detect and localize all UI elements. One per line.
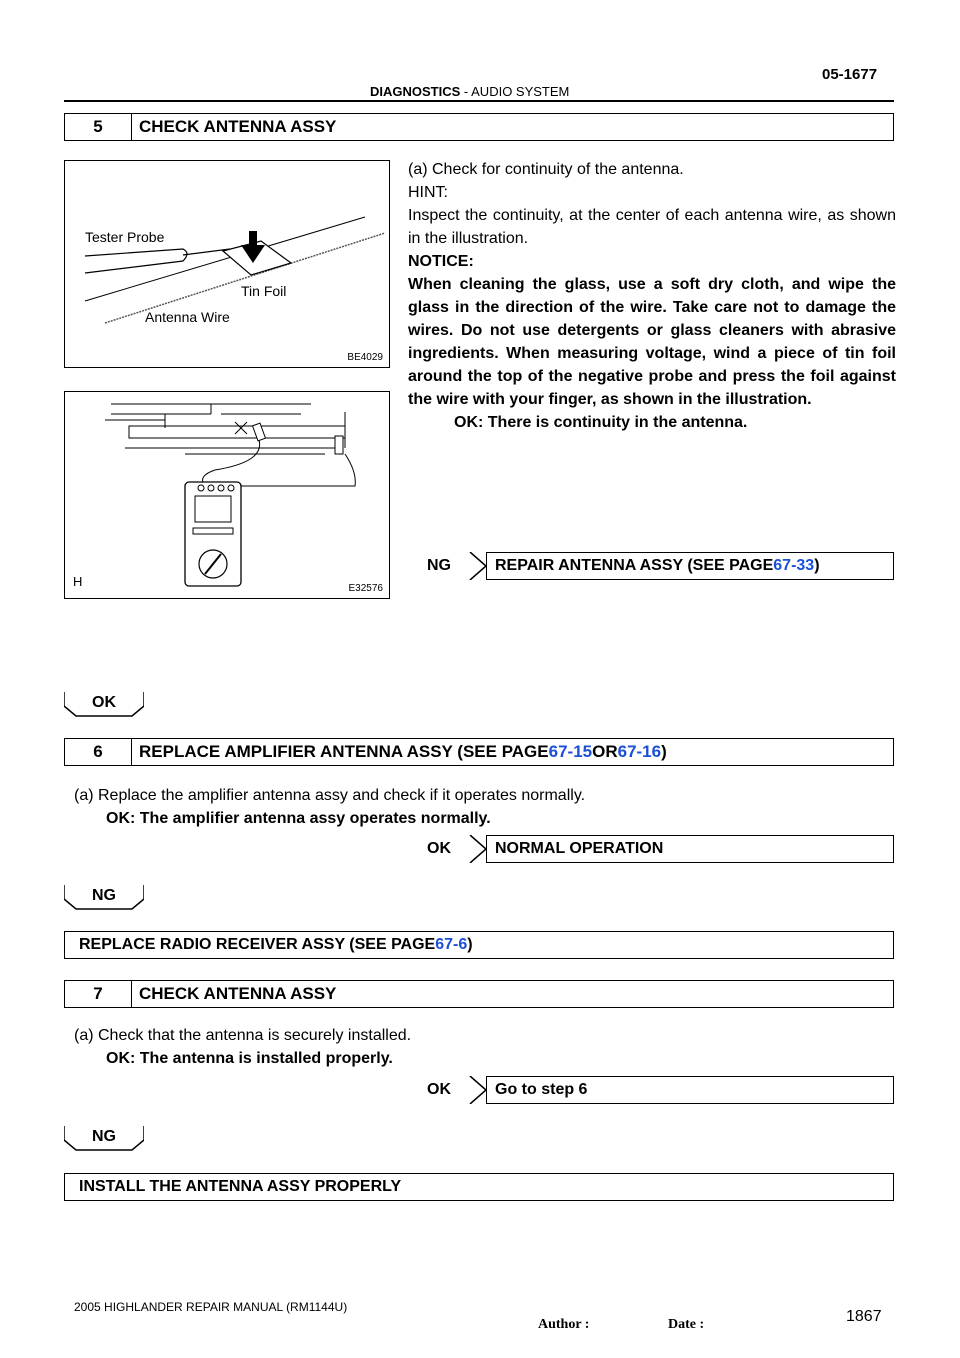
- step-5-line-a: (a) Check for continuity of the antenna.: [408, 161, 684, 178]
- step-7-line-a: (a) Check that the antenna is securely installed.: [74, 1027, 412, 1044]
- label-tin-foil: Tin Foil: [241, 283, 287, 299]
- probe-body: [85, 249, 187, 273]
- step-7-box: [64, 980, 894, 1008]
- figure-ohmmeter: [64, 391, 390, 599]
- replace-radio-box: REPLACE RADIO RECEIVER ASSY (SEE PAGE 67-6 ): [64, 931, 894, 959]
- ok-action-box: Go to step 6: [486, 1076, 894, 1104]
- step-7-ok-text: OK: The antenna is installed properly.: [106, 1050, 393, 1067]
- label-tester-probe: Tester Probe: [85, 229, 165, 245]
- install-antenna-box: INSTALL THE ANTENNA ASSY PROPERLY: [64, 1173, 894, 1201]
- step-title: CHECK ANTENNA ASSY: [139, 117, 337, 136]
- page-link-67-6[interactable]: 67-6: [435, 936, 468, 953]
- ok-tag: OK: [408, 1076, 486, 1104]
- step-title: REPLACE AMPLIFIER ANTENNA ASSY (SEE PAGE 67-15 OR 67-16 ): [139, 742, 667, 761]
- folio-number: 1867: [846, 1308, 882, 1325]
- section-subtitle: AUDIO SYSTEM: [471, 84, 570, 99]
- figure-corner-letter: H: [73, 574, 83, 589]
- hint-label: HINT:: [408, 184, 448, 201]
- section-title: DIAGNOSTICS: [370, 84, 461, 99]
- figure-code: E32576: [348, 583, 383, 594]
- step-number: 5: [65, 114, 132, 140]
- section-header: [370, 84, 569, 99]
- step-number: 7: [65, 981, 132, 1007]
- figure-tester-probe: [64, 160, 390, 368]
- ok-tab: OK: [64, 692, 144, 718]
- notice-label: NOTICE:: [408, 253, 474, 270]
- figure-code: BE4029: [347, 352, 383, 363]
- manual-footer: 2005 HIGHLANDER REPAIR MANUAL (RM1144U): [74, 1300, 348, 1314]
- step-7-ok-row: [408, 1076, 894, 1104]
- step-6-line-a: (a) Replace the amplifier antenna assy and check if it operates normally.: [74, 787, 586, 804]
- notice-text: When cleaning the glass, use a soft dry cloth, and wipe the glass in the direction of the wire. Take care not to damage the wires. Do not use detergents or glass cleaners with abrasive ingredients. When measuring voltage, wind a piece of tin foil around the top of the negative probe and press the foil against the wire with your finger, as shown in the illustration.: [408, 276, 896, 408]
- ok-tag: OK: [408, 835, 486, 863]
- ng-tag: NG: [408, 552, 486, 580]
- ng-tab: NG: [64, 885, 144, 911]
- label-antenna-wire: Antenna Wire: [145, 309, 230, 325]
- ng-tab: NG: [64, 1126, 144, 1152]
- step-5-box: [64, 113, 894, 141]
- page-code: 05-1677: [822, 66, 878, 83]
- probe-illustration: [65, 161, 389, 367]
- header-rule: [64, 100, 894, 102]
- step-6-ok-text: OK: The amplifier antenna assy operates normally.: [106, 810, 491, 827]
- date-label: Date :: [668, 1317, 705, 1332]
- hint-text: Inspect the continuity, at the center of each antenna wire, as shown in the illustration.: [408, 207, 896, 247]
- ok-action-box: NORMAL OPERATION: [486, 835, 894, 863]
- page-link-67-16[interactable]: 67-16: [617, 742, 662, 761]
- step-5-ok-text: OK: There is continuity in the antenna.: [454, 414, 748, 431]
- ohmmeter-illustration: [65, 392, 389, 598]
- author-label: Author :: [538, 1317, 590, 1332]
- section-separator: -: [460, 84, 472, 99]
- ng-action-box: REPAIR ANTENNA ASSY (SEE PAGE 67-33 ): [486, 552, 894, 580]
- page-link-67-33[interactable]: 67-33: [773, 557, 815, 574]
- step-5-text: [408, 158, 896, 434]
- step-6-box: [64, 738, 894, 766]
- step-5-ng-row: [408, 552, 894, 580]
- page-link-67-15[interactable]: 67-15: [548, 742, 593, 761]
- step-number: 6: [65, 739, 132, 765]
- step-title: CHECK ANTENNA ASSY: [139, 984, 337, 1003]
- step-6-ok-row: [408, 835, 894, 863]
